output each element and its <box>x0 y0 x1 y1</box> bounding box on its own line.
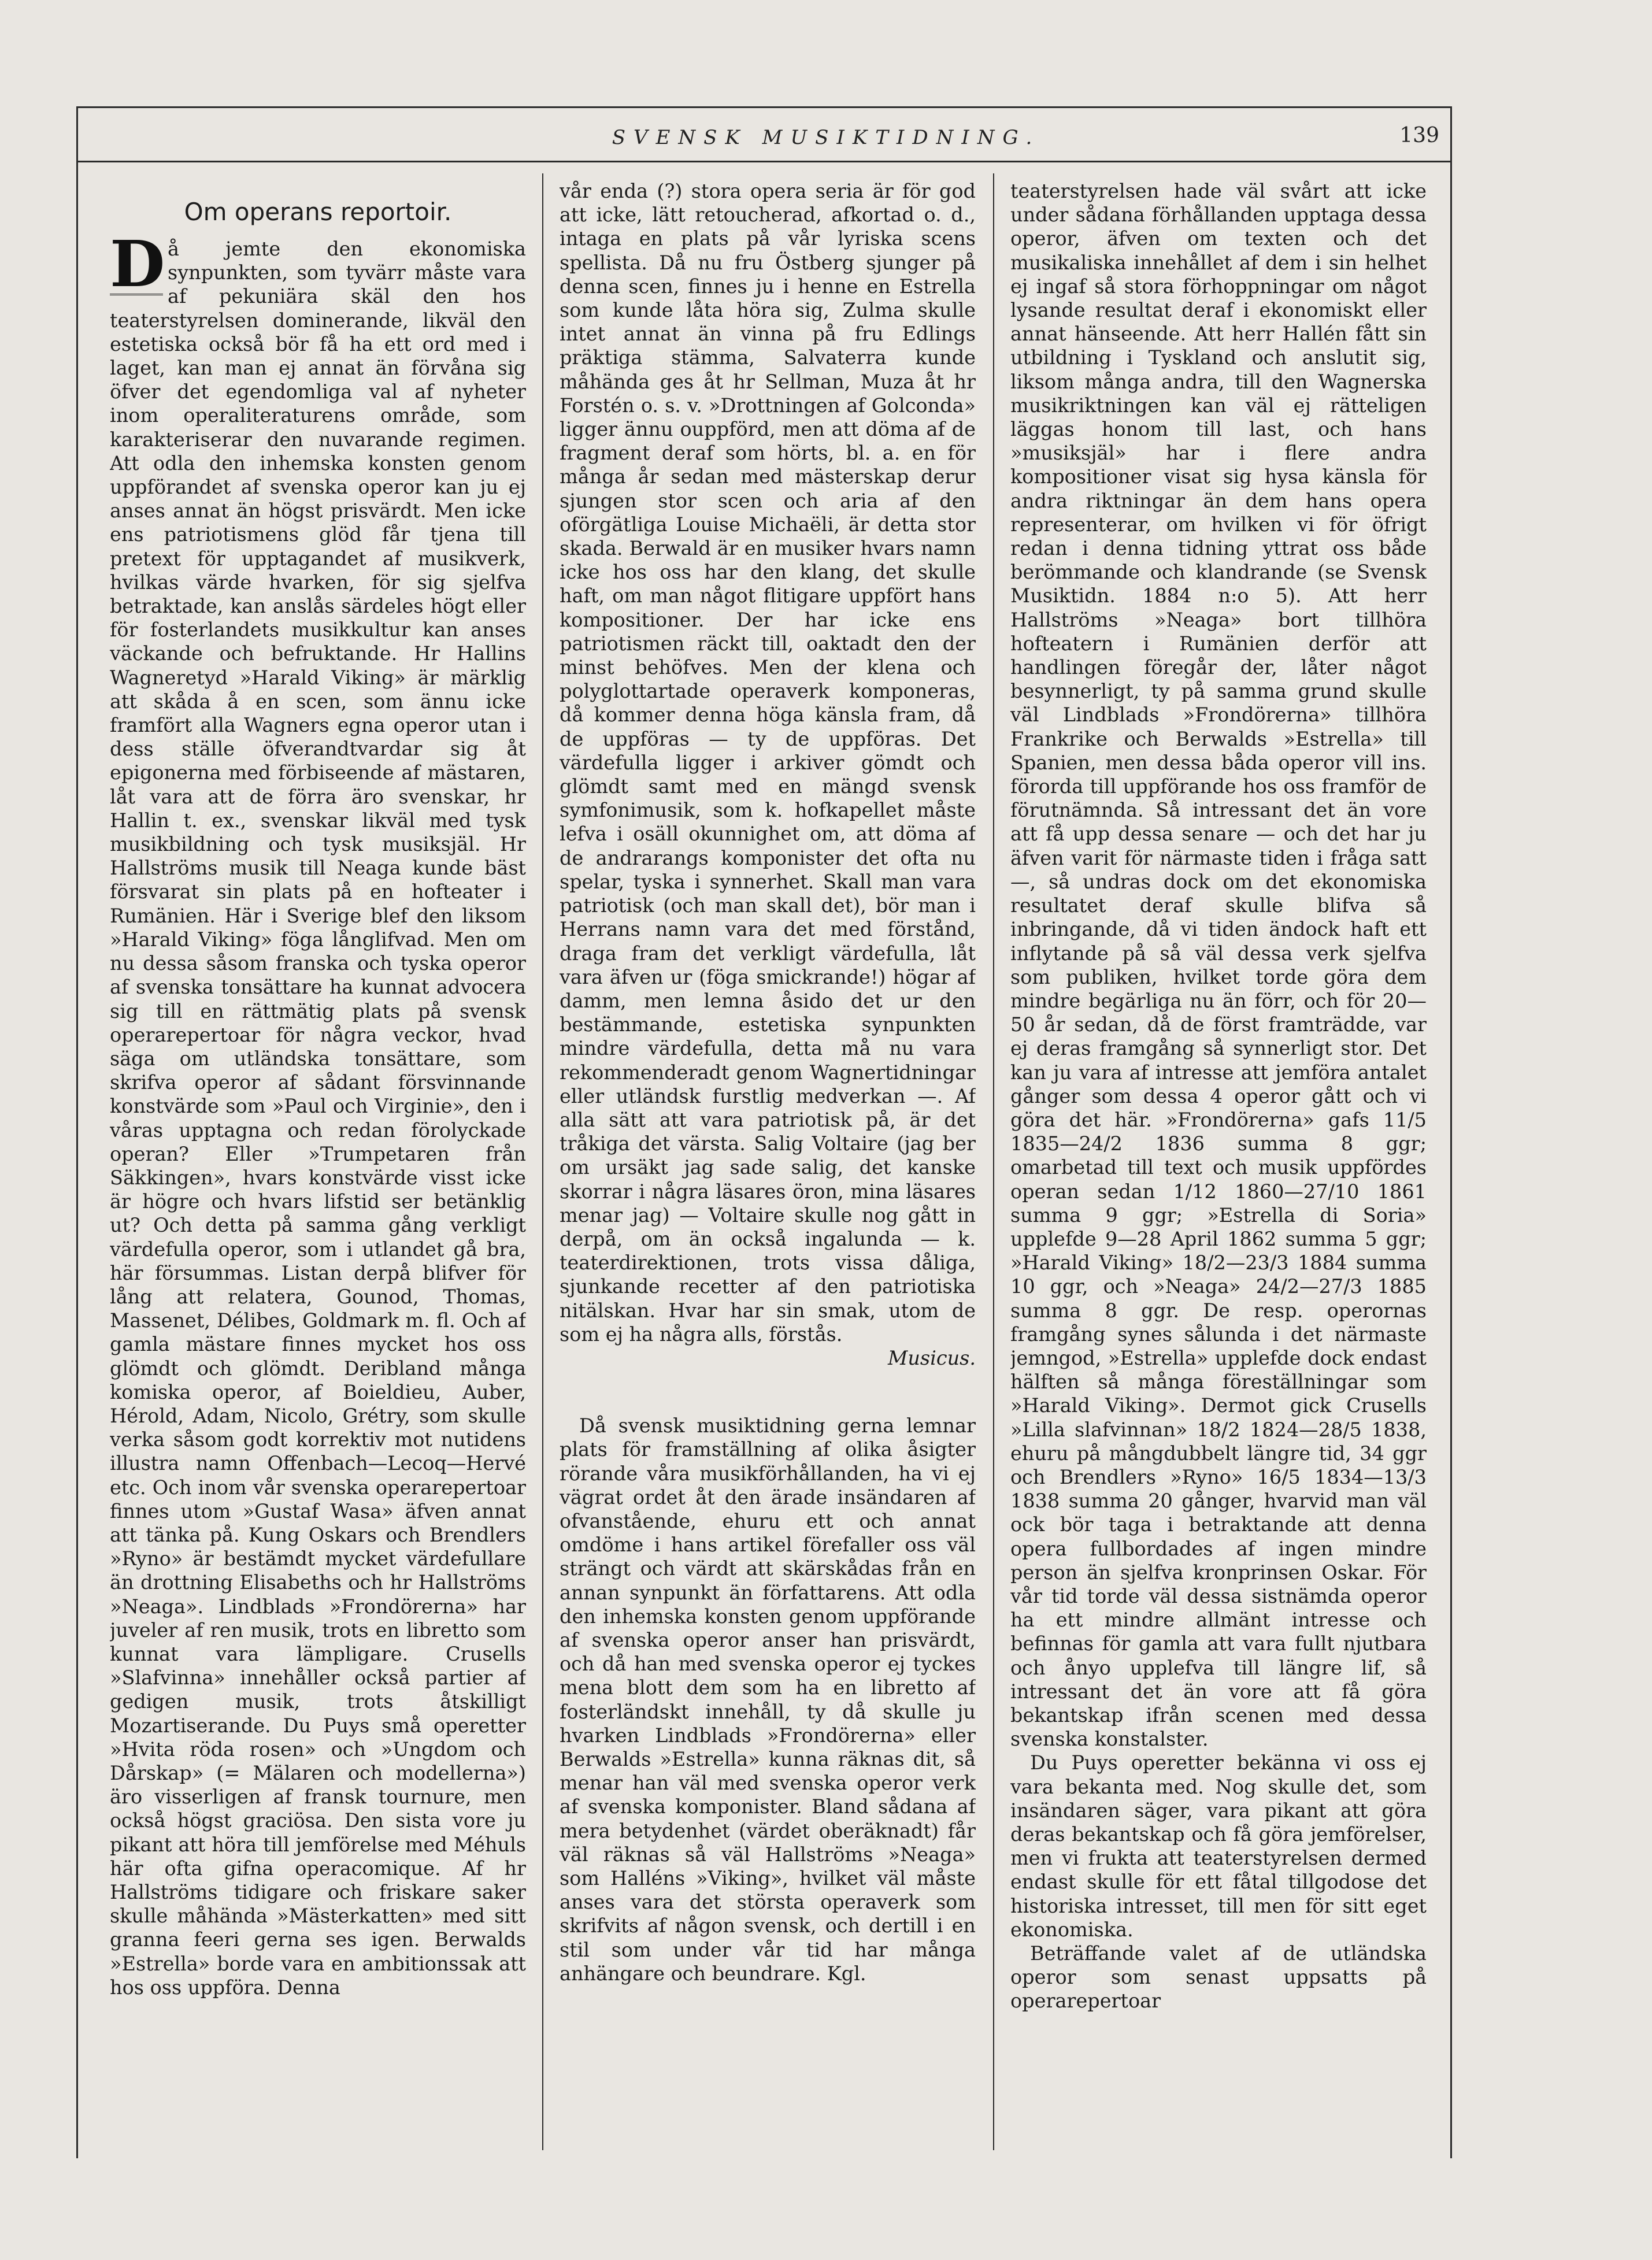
editorial-reply-paragraph-2: Du Puys operetter bekänna vi oss ej vara bekanta med. Nog skulle det, som insändaren säger, vara pikant att göra deras bekantskap och få göra jemförelser, men vi frukta att teaterstyrelsen dermed endast skulle för ett fåtal tillgodose det historiska intresset, till men för sitt eget ekonomiska. <box>1010 1751 1427 1941</box>
article-paragraph-continued: vår enda (?) stora opera seria är för god att icke, lätt retoucherad, afkortad o. d., intaga en plats på vår lyriska scens spellista. Då nu fru Östberg sjunger på denna scen, finnes ju i henne en Estrella som kunde låta höra sig, Zulma skulle intet annat än vinna på fru Edlings präktiga stämma, Salvaterra kunde måhända ges åt hr Sellman, Muza åt hr Forstén o. s. v. »Drottningen af Golconda» ligger ännu ouppförd, men att döma af de fragment deraf som hörts, bl. a. en för många år sedan med mästerskap derur sjungen stor scen och aria af den oförgätliga Louise Michaëli, är detta stor skada. Berwald är en musiker hvars namn icke hos oss har den klang, det skulle haft, om man något flitigare uppfört hans kompositioner. Der har icke ens patriotismen räckt till, oaktadt den der minst behöfves. Men der klena och polyglottartade operaverk komponeras, då kommer denna höga känsla fram, då de uppföras — ty de uppföras. Det värdefulla ligger i arkiver gömdt och glömdt samt med en mängd svensk symfonimusik, som k. hofkapellet måste lefva i osäll okunnighet om, att döma af de andrarangs komponister det ofta nu spelar, tyska i synnerhet. Skall man vara patriotisk (och man skall det), bör man i Herrans namn vara det med förstånd, draga fram det verkligt värdefulla, låt vara äfven ur (föga smickrande!) högar af damm, men lemna åsido det ur den bestämmande, estetiska synpunkten mindre värdefulla, detta må nu vara rekommenderadt genom Wagnertidningar eller utländsk furstlig medverkan —. Af alla sätt att vara patriotisk på, är det tråkiga det värsta. Salig Voltaire (jag ber om ursäkt jag sade salig, det kanske skorrar i några läsares öron, mina läsares menar jag) — Voltaire skulle nog gått in derpå, om än också ingalunda — k. teaterdirektionen, trots vissa dåliga, sjunkande recetter af den patriotiska nitälskan. Hvar har sin smak, utom de som ej ha några alls, förstås. <box>560 180 976 1346</box>
editorial-reply-paragraph: Då svensk musiktidning gerna lemnar plats för framställning af olika åsigter rörande våra musikförhållanden, ha vi ej vägrat ordet åt den ärade insändaren af ofvanstående, ehuru ett och annat omdöme i hans artikel förefaller oss väl strängt och värdt att skärskådas från en annan synpunkt än författarens. Att odla den inhemska konsten genom uppförande af svenska operor anser han prisvärdt, och då han med svenska operor ej tyckes mena blott dem som ha en libretto af fosterländskt innehåll, ty då skulle ju hvarken Lindblads »Frondörerna» eller Berwalds »Estrella» kunna räknas dit, så menar han väl med svenska operor verk af svenska komponister. Bland sådana af mera betydenhet (värdet oberäknadt) får väl räknas så väl Hallströms »Neaga» som Halléns »Viking», hvilket väl måste anses vara det största operaverk som skrifvits af någon svensk, och dertill i en stil som under vår tid har många anhängare och beundrare. Kgl. <box>560 1414 976 1985</box>
editorial-reply-paragraph-3: Beträffande valet af de utländska operor som senast uppsatts på operarepertoar <box>1010 1942 1427 2013</box>
article-text: å jemte den ekonomiska synpunkten, som tyvärr måste vara af pekuniära skäl den hos teaterstyrelsen dominerande, likväl den estetiska också bör få ha ett ord med i laget, kan man ej annat än förvåna sig öfver det egendomliga val af nyheter inom operaliteraturens område, som karakteriserar den nuvarande regimen. Att odla den inhemska konsten genom uppförandet af svenska operor kan ju ej anses annat än högst prisvärdt. Men icke ens patriotismens glöd får tjena till pretext för upptagandet af musikverk, hvilkas värde hvarken, för sig sjelfva betraktade, kan anslås särdeles högt eller för fosterlandets musikkultur kan anses väckande och befruktande. Hr Hallins Wagneretyd »Harald Viking» är märklig att skåda å en scen, som ännu icke framfört alla Wagners egna operor utan i dess ställe öfverandtvardar sig åt epigonerna med förbiseende af mästaren, låt vara att de förra äro svenskar, hr Hallin t. ex., svenskar likväl med tysk musikbildning och tysk musiksjäl. Hr Hallströms musik till Neaga kunde bäst försvarat sin plats på en hofteater i Rumänien. Här i Sverige blef den liksom »Harald Viking» föga långlifvad. Men om nu dessa såsom franska och tyska operor af svenska tonsättare ha kunnat advocera sig till en rättmätig plats på svensk operarepertoar för några veckor, hvad säga om utländska tonsättare, som skrifva operor af sådant försvinnande konstvärde som »Paul och Virginie», den i våras upptagna och redan förolyckade operan? Eller »Trumpetaren från Säkkingen», hvars konstvärde visst icke är högre och hvars lifstid ser betänklig ut? Och detta på samma gång verkligt värdefulla operor, som i utlandet gå bra, här försummas. Listan derpå blifver för lång att relatera, Gounod, Thomas, Massenet, Délibes, Goldmark m. fl. Och af gamla mästare finnes mycket hos oss glömdt och glömdt. Deribland många komiska operor, af Boieldieu, Auber, Hérold, Adam, Nicolo, Grétry, som skulle verka såsom godt korrektiv mot nutidens illustra namn Offenbach—Lecoq—Hervé etc. Och inom vår svenska operarepertoar finnes utom »Gustaf Wasa» äfven annat att tänka på. Kung Oskars och Brendlers »Ryno» är bestämdt mycket värdefullare än drottning Elisabeths och hr Hallströms »Neaga». Lindblads »Frondörerna» har juveler af ren musik, trots en libretto som kunnat vara lämpligare. Crusells »Slafvinna» innehåller också partier af gedigen musik, trots åtskilligt Mozartiserande. Du Puys små operetter »Hvita röda rosen» och »Ungdom och Dårskap» (= Mälaren och modellerna») äro visserligen af fransk tournure, men också högst graciösa. Den sista vore ju pikant att höra till jemförelse med Méhuls här ofta gifna operacomique. Af hr Hallströms tidigare och friskare saker skulle måhända »Mästerkatten» med sitt granna feeri gerna ses igen. Berwalds »Estrella» borde vara en ambitionssak att hos oss uppföra. Denna <box>110 238 526 1999</box>
top-rule <box>76 106 1452 108</box>
article-paragraph <box>110 227 526 1999</box>
drop-cap-letter: D <box>110 227 165 301</box>
article-separator <box>560 1370 976 1414</box>
column-rule-1 <box>542 173 543 2150</box>
right-frame-rule <box>1450 106 1452 2158</box>
column-1 <box>110 179 526 2092</box>
column-3 <box>1010 179 1427 2092</box>
article-title: Om operans reportoir. <box>184 198 452 226</box>
running-header-title: SVENSK MUSIKTIDNING. <box>612 126 1040 149</box>
header-rule <box>76 161 1452 162</box>
page-number: 139 <box>1399 124 1439 147</box>
editorial-reply-continued: teaterstyrelsen hade väl svårt att icke under sådana förhållanden upptaga dessa operor, äfven om texten och det musikaliska innehållet af dem i sin helhet ej ingaf så stora förhoppningar om något lysande resultat deraf i ekonomiskt eller annat hänseende. Att herr Hallén fått sin utbildning i Tyskland och anslutit sig, liksom många andra, till den Wagnerska musikriktningen kan väl ej rätteligen läggas honom till last, och hans »musiksjäl» har i flere andra kompositioner visat sig hysa känsla för andra riktningar än dem hans opera representerar, om hvilken vi för öfrigt redan i denna tidning yttrat oss både berömmande och klandrande (se Svensk Musiktidn. 1884 n:o 5). Att herr Hallströms »Neaga» bort tillhöra hofteatern i Rumänien derför att handlingen föregår der, låter något besynnerligt, ty på samma grund skulle väl Lindblads »Frondörerna» tillhöra Frankrike och Berwalds »Estrella» till Spanien, men dessa båda operor vill ins. förorda till uppförande hos oss framför de förutnämnda. Så intressant det än vore att få upp dessa senare — och det har ju äfven varit för närmaste tiden i fråga satt —, så undras dock om det ekonomiska resultatet deraf skulle blifva så inbringande, då vi tiden ändock haft ett inflytande på så väl dessa verk sjelfva som publiken, hvilket torde göra dem mindre begärliga nu än förr, och för 20—50 år sedan, då de först framträdde, var ej deras framgång så synnerligt stor. Det kan ju vara af intresse att jemföra antalet gånger som dessa 4 operor gått och vi göra det här. »Frondörerna» gafs 11/5 1835—24/2 1836 summa 8 ggr; omarbetad till text och musik uppfördes operan sedan 1/12 1860—27/10 1861 summa 9 ggr; »Estrella di Soria» upplefde 9—28 April 1862 summa 5 ggr; »Harald Viking» 18/2—23/3 1884 summa 10 ggr, och »Neaga» 24/2—27/3 1885 summa 8 ggr. De resp. operornas framgång synes sålunda i det närmaste jemngod, »Estrella» upplefde dock endast hälften så många föreställningar som »Harald Viking». Dermot gick Crusells »Lilla slafvinnan» 18/2 1824—28/5 1838, ehuru på mångdubbelt längre tid, 34 ggr och Brendlers »Ryno» 16/5 1834—13/3 1838 summa 20 gånger, hvarvid man väl ock bör taga i betraktande att denna opera fullbordades af ingen mindre person än sjelfva kronprinsen Oskar. För vår tid torde väl dessa sistnämda operor ha ett mindre allmänt intresse och befinnas för gamla att vara fullt njutbara och ånyo upplefva till längre lif, så intressant det än vore att få göra bekantskap ifrån scenen med dessa svenska konstalster. <box>1010 180 1427 1751</box>
left-frame-rule <box>76 106 78 2158</box>
column-2 <box>560 179 976 2092</box>
column-rule-2 <box>993 173 994 2150</box>
author-signature: Musicus. <box>888 1346 976 1369</box>
